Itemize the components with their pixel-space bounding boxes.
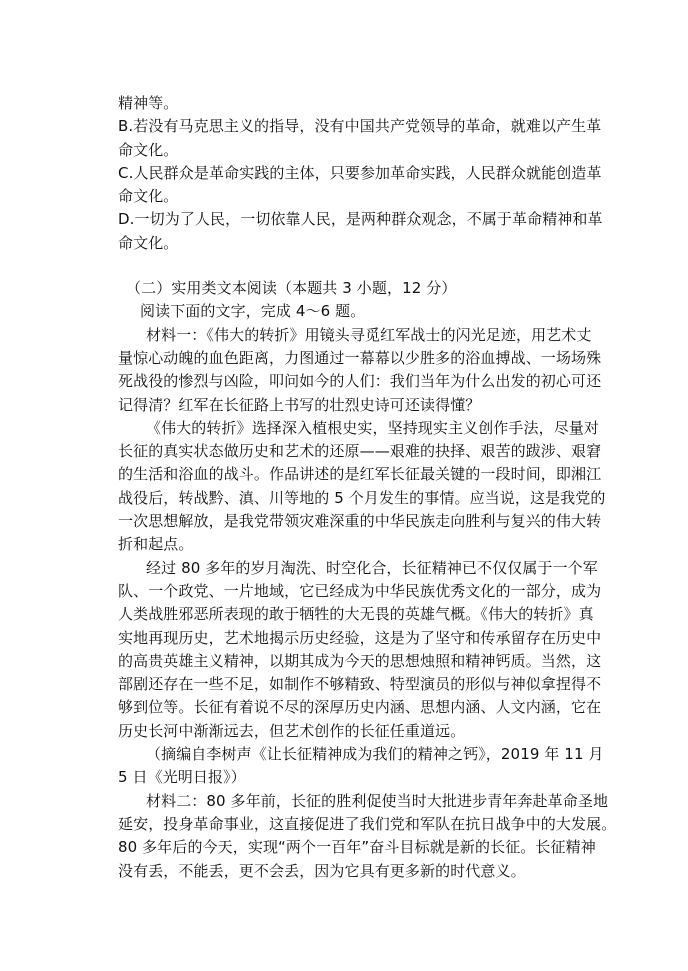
document-page [118, 92, 617, 883]
material2-paragraph-1 [118, 790, 617, 883]
section-instruction: 阅读下面的文字，完成 4～6 题。 [140, 302, 366, 321]
option-d-line-2: 命文化。 [118, 233, 179, 252]
text-line: 战役后，转战黔、滇、川等地的 5 个月发生的事情。应当说，这是我党的 [118, 488, 606, 507]
text-line: 延安，投身革命事业，这直接促进了我们党和军队在抗日战争中的大发展。 [118, 814, 617, 833]
text-line: 长征的真实状态做历史和艺术的还原——艰难的抉择、艰苦的跋涉、艰窘 [118, 442, 602, 461]
material1-paragraph-3 [118, 557, 602, 743]
material1-paragraph-1 [118, 324, 602, 417]
text-line: 死战役的惨烈与凶险，叩问如今的人们：我们当年为什么出发的初心可还 [118, 372, 602, 391]
text-line: 材料二：80 多年前，长征的胜利促使当时大批进步青年奔赴革命圣地 [146, 791, 609, 810]
text-line: 经过 80 多年的岁月淘洗、时空化合，长征精神已不仅仅属于一个军 [146, 558, 598, 577]
source-line: 5 日《光明日报》） [118, 768, 246, 787]
text-line: 80 多年后的今天，实现“两个一百年”奋斗目标就是新的长征。长征精神 [118, 838, 596, 857]
source-line: （摘编自李树声《让长征精神成为我们的精神之钙》，2019 年 11 月 [146, 745, 604, 764]
section-title: （二）实用类文本阅读（本题共 3 小题，12 分） [126, 279, 457, 298]
text-line: 队、一个政党、一片地域，它已经成为中华民族优秀文化的一部分，成为 [118, 581, 602, 600]
text-line: 部剧还存在一些不足，如制作不够精致、特型演员的形似与神似拿捏得不 [118, 675, 602, 694]
option-a-tail: 精神等。 [118, 94, 179, 112]
text-line: 人类战胜邪恶所表现的敢于牺牲的大无畏的英雄气概。《伟大的转折》真 [118, 605, 594, 624]
text-line: 的高贵英雄主义精神，以期其成为今天的思想烛照和精神钙质。当然，这 [118, 651, 602, 670]
material1-paragraph-2 [118, 417, 606, 557]
text-line: 的生活和浴血的战斗。作品讲述的是红军长征最关键的一段时间，即湘江 [118, 465, 602, 484]
text-line: 记得清？红军在长征路上书写的壮烈史诗可还读得懂？ [118, 395, 481, 414]
section-gap [118, 255, 578, 277]
text-line: 《伟大的转折》选择深入植根史实，坚持现实主义创作手法，尽量对 [146, 418, 600, 437]
text-line: 材料一：《伟大的转折》用镜头寻觅红军战士的闪光足迹，用艺术丈 [146, 325, 592, 344]
option-b-line-1: B.若没有马克思主义的指导，没有中国共产党领导的革命，就难以产生革 [118, 117, 602, 136]
text-line: 历史长河中渐渐远去，但艺术创作的长征任重道远。 [118, 721, 466, 740]
option-d-line-1: D.一切为了人民，一切依靠人民，是两种群众观念，不属于革命精神和革 [118, 210, 603, 229]
text-line: 量惊心动魄的血色距离，力图通过一幕幕以少胜多的浴血搏战、一场场殊 [118, 348, 602, 367]
text-line: 一次思想解放，是我党带领灾难深重的中华民族走向胜利与复兴的伟大转 [118, 512, 602, 531]
text-line: 够到位等。长征有着说不尽的深厚历史内涵、思想内涵、人文内涵，它在 [118, 698, 602, 717]
option-c-line-2: 命文化。 [118, 187, 179, 206]
text-line: 折和起点。 [118, 535, 194, 554]
option-c-line-1: C.人民群众是革命实践的主体，只要参加革命实践，人民群众就能创造革 [118, 163, 602, 182]
text-line: 实地再现历史，艺术地揭示历史经验，这是为了坚守和传承留存在历史中 [118, 628, 602, 647]
material1-source [118, 743, 604, 790]
text-line: 没有丢，不能丢，更不会丢，因为它具有更多新的时代意义。 [118, 861, 526, 880]
option-b-line-2: 命文化。 [118, 140, 179, 159]
